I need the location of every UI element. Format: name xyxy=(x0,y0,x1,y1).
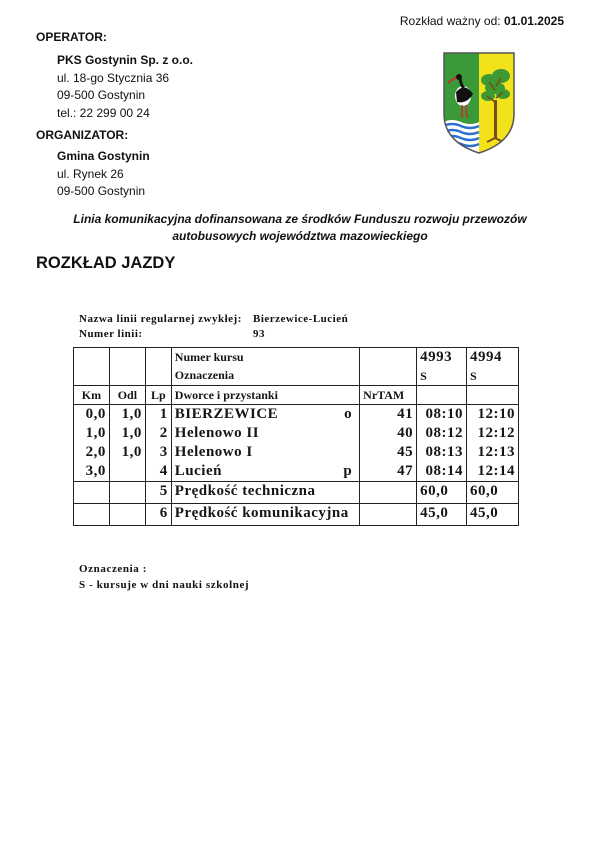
nrtam-column xyxy=(360,405,417,482)
speed-value: 45,0 xyxy=(467,504,519,526)
col-nrtam: NrTAM xyxy=(360,386,417,405)
lp-column xyxy=(145,405,171,482)
operator-name: PKS Gostynin Sp. z o.o. xyxy=(57,53,194,67)
course-marking: S xyxy=(420,369,427,383)
stop-nrtam: 40 xyxy=(397,425,414,441)
departure-time: 08:14 xyxy=(425,463,464,479)
funding-note xyxy=(40,211,560,245)
stork-and-pine-coat-of-arms-icon xyxy=(443,52,515,154)
organizer-city: 09-500 Gostynin xyxy=(57,184,146,198)
departure-time: 08:10 xyxy=(425,406,464,422)
course-times-column xyxy=(467,405,519,482)
valid-from-date: 01.01.2025 xyxy=(503,14,564,28)
markings-label: Oznaczenia xyxy=(174,368,235,382)
col-stops: Dworce i przystanki xyxy=(171,386,359,405)
course-header-row xyxy=(74,348,519,386)
course-number: 4993 xyxy=(420,349,453,365)
organizer-name: Gmina Gostynin xyxy=(57,149,150,163)
speed-commercial-row xyxy=(74,504,519,526)
stop-name: Lucień xyxy=(174,463,222,479)
departure-time: 12:14 xyxy=(477,463,515,479)
stops-block xyxy=(74,405,519,482)
operator-label: OPERATOR: xyxy=(36,30,107,44)
organizer-label: ORGANIZATOR: xyxy=(36,128,129,142)
departure-time: 12:12 xyxy=(477,425,515,441)
stop-lp: 4 xyxy=(159,463,168,479)
departure-time: 12:13 xyxy=(477,444,515,460)
departure-time: 08:13 xyxy=(425,444,464,460)
course-label-cell xyxy=(171,348,359,386)
stop-flag: p xyxy=(343,463,353,479)
organizer-address xyxy=(57,148,150,201)
line-info xyxy=(79,312,349,342)
stop-odl: 1,0 xyxy=(121,425,142,441)
departure-time: 12:10 xyxy=(477,406,515,422)
legend xyxy=(79,562,249,593)
stop-nrtam: 47 xyxy=(397,463,414,479)
course-marking: S xyxy=(470,369,477,383)
col-odl: Odl xyxy=(109,386,145,405)
speed-technical-row xyxy=(74,482,519,504)
stop-lp: 3 xyxy=(159,444,168,460)
stop-km: 3,0 xyxy=(85,463,106,479)
line-number-label: Numer linii: xyxy=(79,328,143,340)
speed-lp: 5 xyxy=(145,482,171,504)
col-lp: Lp xyxy=(145,386,171,405)
speed-label: Prędkość komunikacyjna xyxy=(171,504,359,526)
course-number-label: Numer kursu xyxy=(174,350,244,364)
course-number: 4994 xyxy=(470,349,503,365)
funding-note-line2: autobusowych województwa mazowieckiego xyxy=(172,229,428,243)
stop-odl: 1,0 xyxy=(121,406,142,422)
stop-name: BIERZEWICE xyxy=(174,406,279,422)
legend-item: S - kursuje w dni nauki szkolnej xyxy=(79,578,250,591)
departure-time: 08:12 xyxy=(425,425,464,441)
page-title: ROZKŁAD JAZDY xyxy=(36,254,176,272)
operator-phone: tel.: 22 299 00 24 xyxy=(57,105,150,120)
funding-note-line1: Linia komunikacyjna dofinansowana ze środków Funduszu rozwoju przewozów xyxy=(73,212,527,226)
stop-lp: 2 xyxy=(159,425,168,441)
organizer-street: ul. Rynek 26 xyxy=(57,166,124,181)
stop-name: Helenowo II xyxy=(174,425,260,441)
km-column xyxy=(74,405,110,482)
column-header-row xyxy=(74,386,519,405)
line-name-label: Nazwa linii regularnej zwykłej: xyxy=(79,313,242,325)
operator-address xyxy=(57,52,193,122)
odl-column xyxy=(109,405,145,482)
stop-km: 0,0 xyxy=(85,406,106,422)
valid-from-label: Rozkład ważny od: xyxy=(399,14,501,28)
stop-name: Helenowo I xyxy=(174,444,253,460)
stop-nrtam: 45 xyxy=(397,444,414,460)
col-km: Km xyxy=(74,386,110,405)
stops-column xyxy=(171,405,359,482)
speed-lp: 6 xyxy=(145,504,171,526)
line-name-value: Bierzewice-Lucień xyxy=(253,313,349,325)
valid-from xyxy=(400,14,564,28)
stop-km: 2,0 xyxy=(85,444,106,460)
stop-flag: o xyxy=(344,406,353,422)
legend-label: Oznaczenia : xyxy=(79,563,147,575)
stop-odl: 1,0 xyxy=(121,444,142,460)
speed-value: 60,0 xyxy=(467,482,519,504)
course-times-column xyxy=(417,405,467,482)
timetable xyxy=(73,347,519,526)
speed-value: 60,0 xyxy=(417,482,467,504)
speed-label: Prędkość techniczna xyxy=(171,482,359,504)
operator-city: 09-500 Gostynin xyxy=(57,88,146,102)
line-number-value: 93 xyxy=(253,328,265,340)
course-cell xyxy=(417,348,467,386)
stop-nrtam: 41 xyxy=(397,406,414,422)
operator-street: ul. 18-go Stycznia 36 xyxy=(57,70,170,85)
course-cell xyxy=(467,348,519,386)
stop-lp: 1 xyxy=(159,406,168,422)
speed-value: 45,0 xyxy=(417,504,467,526)
stop-km: 1,0 xyxy=(85,425,106,441)
